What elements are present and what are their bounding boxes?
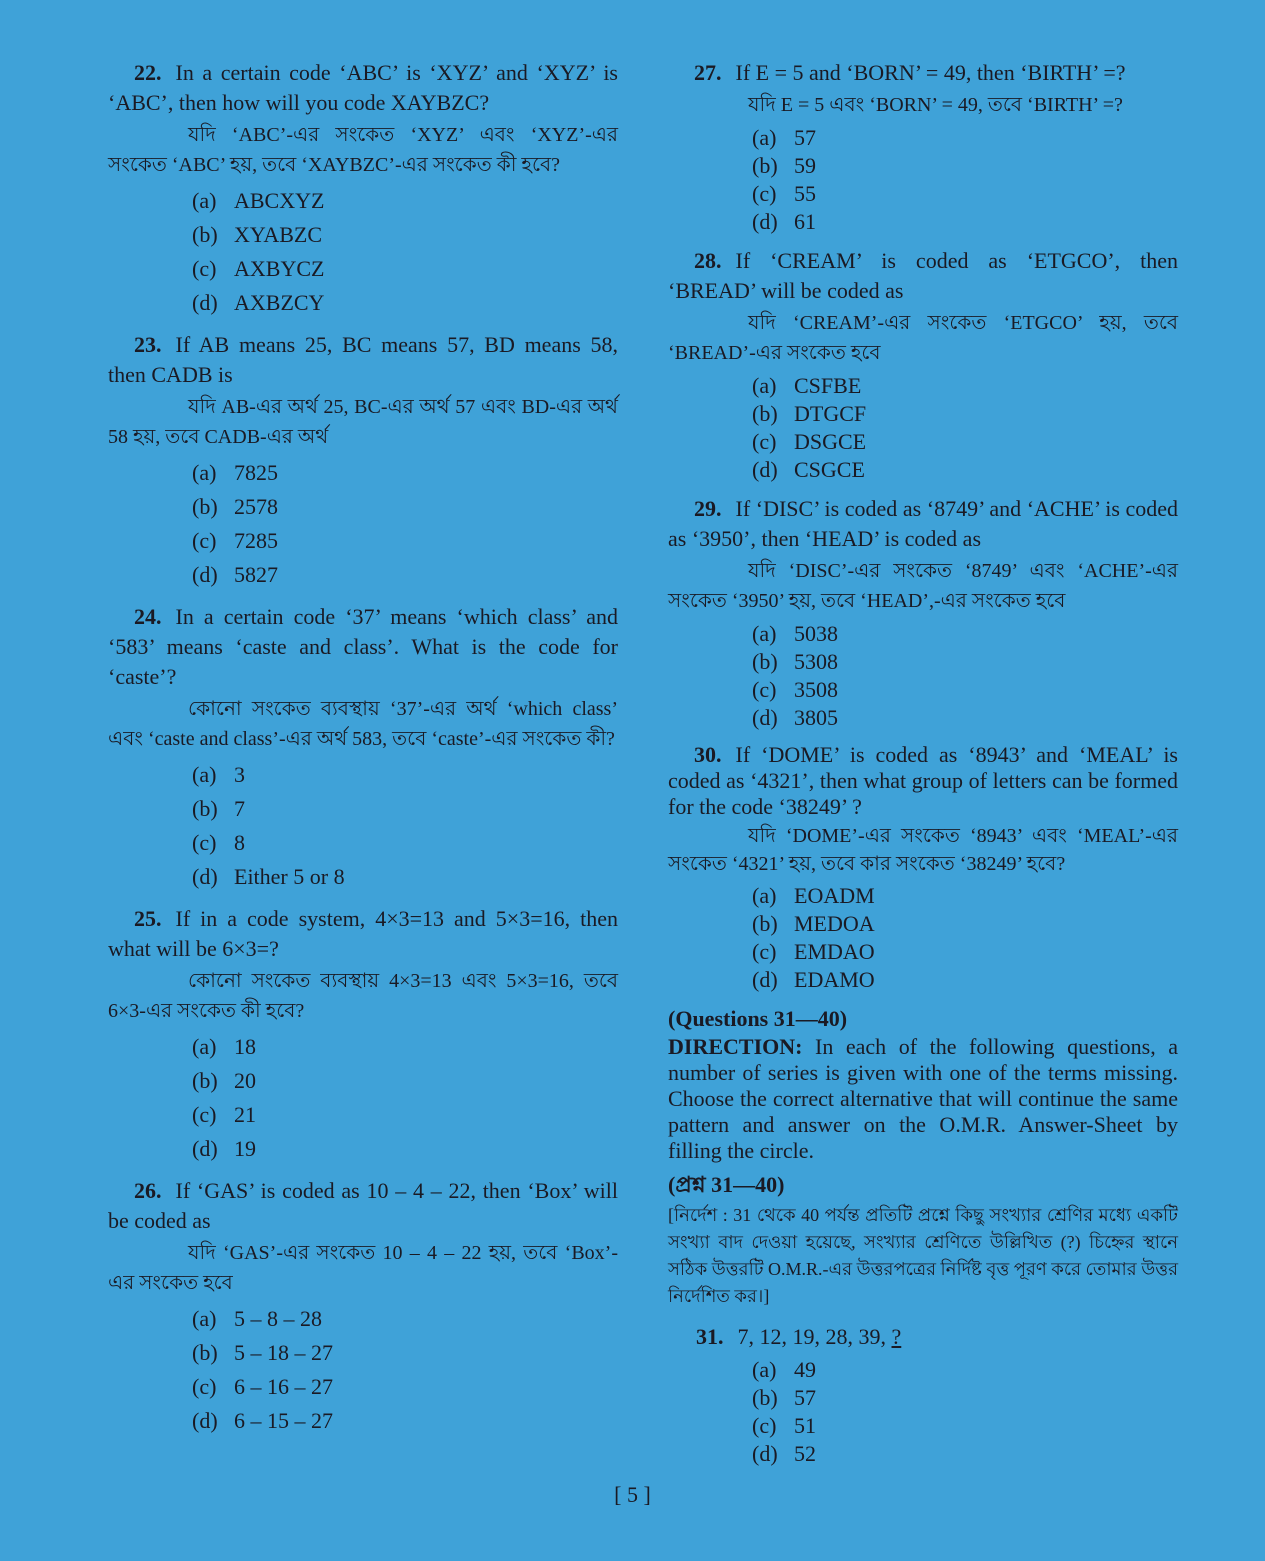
option-b: (b) 5 – 18 – 27 [192,1340,333,1365]
option-a: (a) 57 [752,125,816,150]
question-number: 24. [134,604,162,629]
missing-term: ? [891,1324,902,1349]
question-text-bn: যদি ‘DISC’-এর সংকেত ‘8749’ এবং ‘ACHE’-এর সংকেত ‘3950’ হয়, তবে ‘HEAD’,-এর সংকেত হবে [668,560,1178,612]
option-a: (a) 3 [192,762,245,787]
option-b: (b) XYABZC [192,222,323,247]
question-text-en: In a certain code ‘ABC’ is ‘XYZ’ and ‘XYZ’ is ‘ABC’, then how will you code XAYBZC? [108,60,618,115]
section-title-en: (Questions 31—40) [668,1006,848,1031]
option-d: (d) CSGCE [752,457,865,482]
left-column [108,58,618,1448]
option-a: (a) 5 – 8 – 28 [192,1306,322,1331]
right-column [668,58,1178,1478]
question-series: 7, 12, 19, 28, 39, [737,1324,886,1349]
option-d: (d) AXBZCY [192,290,325,315]
direction-en: DIRECTION: In each of the following questions, a number of series is given with one of the terms missing. Choose the correct alternative that will continue the same pattern and answer on the O.M.R. Answer-Sheet by filling the circle. [668,1034,1178,1163]
option-b: (b) 57 [752,1385,816,1410]
question-text-en: If in a code system, 4×3=13 and 5×3=16, then what will be 6×3=? [108,906,618,961]
option-c: (c) 3508 [752,677,838,702]
question-22 [108,58,618,320]
question-text-bn: যদি ‘CREAM’-এর সংকেত ‘ETGCO’ হয়, তবে ‘BREAD’-এর সংকেত হবে [668,312,1178,364]
question-number: 31. [696,1324,724,1349]
page-number: [ 5 ] [614,1482,651,1507]
option-a: (a) CSFBE [752,373,862,398]
question-number: 27. [694,60,722,85]
question-number: 29. [694,496,722,521]
option-a: (a) ABCXYZ [192,188,325,213]
option-b: (b) 7 [192,796,245,821]
options-list [192,184,618,320]
option-c: (c) EMDAO [752,939,875,964]
option-a: (a) 18 [192,1034,256,1059]
option-b: (b) 5308 [752,649,838,674]
question-text-en: If ‘GAS’ is coded as 10 – 4 – 22, then ‘Box’ will be coded as [108,1178,618,1233]
option-a: (a) 49 [752,1357,816,1382]
question-number: 30. [694,742,722,767]
question-31 [668,1322,1178,1468]
option-c: (c) 55 [752,181,816,206]
option-d: (d) Either 5 or 8 [192,864,345,889]
question-number: 28. [694,248,722,273]
option-b: (b) MEDOA [752,911,875,936]
option-d: (d) 19 [192,1136,256,1161]
options-list [752,372,1178,484]
option-c: (c) DSGCE [752,429,867,454]
question-text-bn: যদি ‘DOME’-এর সংকেত ‘8943’ এবং ‘MEAL’-এর সংকেত ‘4321’ হয়, তবে কার সংকেত ‘38249’ হবে? [668,825,1178,875]
question-number: 26. [134,1178,162,1203]
option-c: (c) 7285 [192,528,278,553]
option-d: (d) 6 – 15 – 27 [192,1408,333,1433]
option-d: (d) 61 [752,209,816,234]
question-28 [668,246,1178,484]
option-d: (d) EDAMO [752,967,875,992]
option-d: (d) 3805 [752,705,838,730]
question-text-en: If ‘DOME’ is coded as ‘8943’ and ‘MEAL’ is coded as ‘4321’, then what group of letters can be formed for the code ‘38249’ ? [668,742,1178,819]
question-text-en: If E = 5 and ‘BORN’ = 49, then ‘BIRTH’ =? [735,60,1126,85]
question-text-bn: যদি AB-এর অর্থ 25, BC-এর অর্থ 57 এবং BD-এর অর্থ 58 হয়, তবে CADB-এর অর্থ [108,396,618,448]
option-b: (b) 59 [752,153,816,178]
option-d: (d) 5827 [192,562,278,587]
option-a: (a) 7825 [192,460,278,485]
option-c: (c) 8 [192,830,245,855]
options-list [752,1356,1178,1468]
direction-bn: [নির্দেশ : 31 থেকে 40 পর্যন্ত প্রতিটি প্রশ্নে কিছু সংখ্যার শ্রেণির মধ্যে একটি সংখ্যা বাদ দেওয়া হয়েছে, সংখ্যার শ্রেণিতে উল্লিখিত (?) চিহ্নের স্থানে সঠিক উত্তরটি O.M.R.-এর উত্তরপত্রের নির্দিষ্ট বৃত্ত পূরণ করে তোমার উত্তর নির্দেশিত কর।] [668,1205,1178,1306]
question-29 [668,494,1178,732]
option-b: (b) DTGCF [752,401,867,426]
question-23 [108,330,618,592]
options-list [192,1302,618,1438]
options-list [752,882,1178,994]
question-27 [668,58,1178,236]
section-directions [668,1004,1178,1310]
question-30 [668,742,1178,994]
question-text-en: In a certain code ‘37’ means ‘which class’ and ‘583’ means ‘caste and class’. What is the code for ‘caste’? [108,604,618,689]
option-c: (c) AXBYCZ [192,256,325,281]
question-text-bn: কোনো সংকেত ব্যবস্থায় ‘37’-এর অর্থ ‘which class’ এবং ‘caste and class’-এর অর্থ 583, তবে ‘caste’-এর সংকেত কী? [108,698,618,750]
question-24 [108,602,618,894]
question-text-en: If ‘CREAM’ is coded as ‘ETGCO’, then ‘BREAD’ will be coded as [668,248,1178,303]
question-text-bn: যদি ‘ABC’-এর সংকেত ‘XYZ’ এবং ‘XYZ’-এর সংকেত ‘ABC’ হয়, তবে ‘XAYBZC’-এর সংকেত কী হবে? [108,124,618,176]
question-text-bn: যদি E = 5 এবং ‘BORN’ = 49, তবে ‘BIRTH’ =? [748,94,1123,116]
option-a: (a) EOADM [752,883,875,908]
option-d: (d) 52 [752,1441,816,1466]
question-25 [108,904,618,1166]
option-c: (c) 21 [192,1102,256,1127]
question-text-en: If AB means 25, BC means 57, BD means 58, then CADB is [108,332,618,387]
option-c: (c) 6 – 16 – 27 [192,1374,333,1399]
options-list [192,1030,618,1166]
question-number: 25. [134,906,162,931]
question-text-bn: কোনো সংকেত ব্যবস্থায় 4×3=13 এবং 5×3=16, তবে 6×3-এর সংকেত কী হবে? [108,970,618,1022]
option-b: (b) 2578 [192,494,278,519]
option-b: (b) 20 [192,1068,256,1093]
options-list [192,456,618,592]
section-title-bn: (প্রশ্ন 31—40) [668,1172,785,1197]
question-26 [108,1176,618,1438]
option-a: (a) 5038 [752,621,838,646]
question-text-bn: যদি ‘GAS’-এর সংকেত 10 – 4 – 22 হয়, তবে ‘Box’-এর সংকেত হবে [108,1242,618,1294]
options-list [752,124,1178,236]
options-list [752,620,1178,732]
question-text-en: If ‘DISC’ is coded as ‘8749’ and ‘ACHE’ is coded as ‘3950’, then ‘HEAD’ is coded as [668,496,1178,551]
option-c: (c) 51 [752,1413,816,1438]
question-number: 23. [134,332,162,357]
options-list [192,758,618,894]
question-number: 22. [134,60,162,85]
